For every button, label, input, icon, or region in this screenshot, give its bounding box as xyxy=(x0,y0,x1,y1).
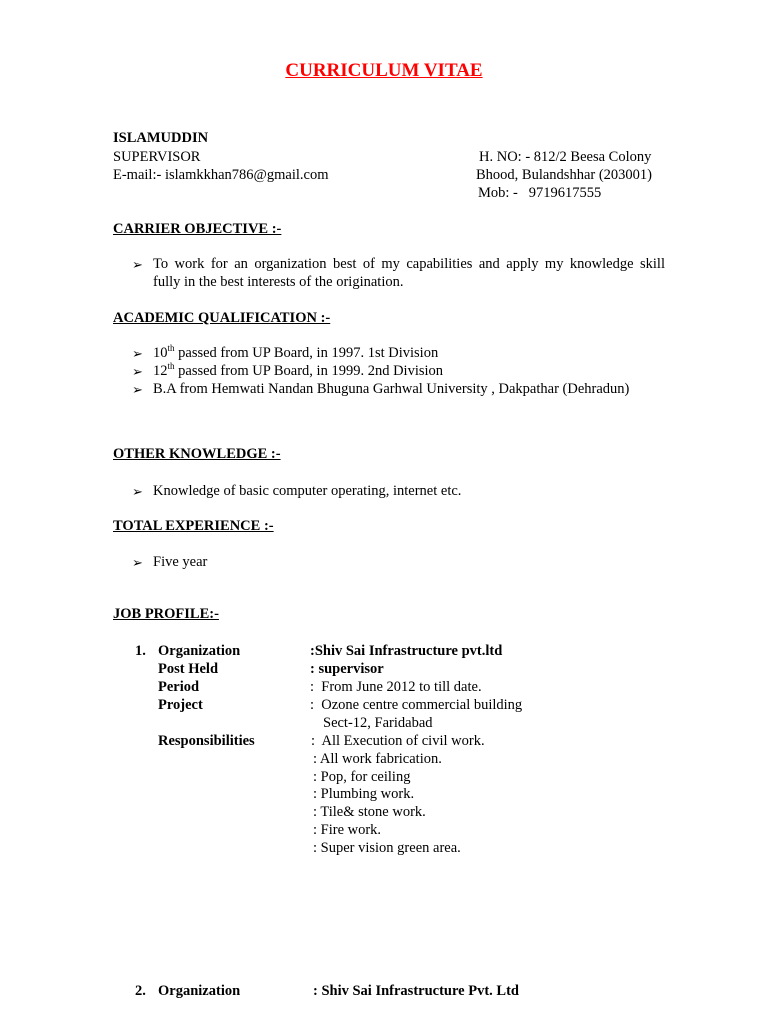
address-line-1: H. NO: - 812/2 Beesa Colony xyxy=(479,149,652,165)
experience-heading: TOTAL EXPERIENCE :- xyxy=(113,518,274,534)
job-project-location: Sect-12, Faridabad xyxy=(323,715,433,731)
email: E-mail:- islamkkhan786@gmail.com xyxy=(113,167,329,183)
bullet-arrow-icon: ➢ xyxy=(132,364,143,379)
job-label-project: Project xyxy=(158,697,203,713)
responsibility-item: : Fire work. xyxy=(313,822,382,838)
job-number: 2. xyxy=(135,983,146,999)
knowledge-item: Knowledge of basic computer operating, internet etc. xyxy=(153,483,462,499)
knowledge-heading: OTHER KNOWLEDGE :- xyxy=(113,446,281,462)
page-title: CURRICULUM VITAE xyxy=(285,60,483,81)
bullet-arrow-icon: ➢ xyxy=(132,346,143,361)
responsibility-item: : Pop, for ceiling xyxy=(313,769,411,785)
academic-item: 12th passed from UP Board, in 1999. 2nd Division xyxy=(153,361,444,379)
job-label-period: Period xyxy=(158,679,200,695)
job-organization: :Shiv Sai Infrastructure pvt.ltd xyxy=(310,643,503,659)
job-label-responsibilities: Responsibilities xyxy=(158,733,255,749)
bullet-arrow-icon: ➢ xyxy=(132,382,143,397)
objective-text-line-1: To work for an organization best of my capabilities and apply my knowledge skill xyxy=(153,256,665,272)
mobile-number: Mob: - 9719617555 xyxy=(478,185,602,201)
job-number: 1. xyxy=(135,643,146,659)
responsibility-item: : All work fabrication. xyxy=(313,751,442,767)
objective-heading: CARRIER OBJECTIVE :- xyxy=(113,221,282,237)
job-label-organization: Organization xyxy=(158,983,241,999)
responsibility-item: : All Execution of civil work. xyxy=(311,733,485,749)
bullet-arrow-icon: ➢ xyxy=(132,555,143,570)
job-profile-heading: JOB PROFILE:- xyxy=(113,606,219,622)
job-post: : supervisor xyxy=(310,661,384,677)
bullet-arrow-icon: ➢ xyxy=(132,484,143,499)
bullet-arrow-icon: ➢ xyxy=(132,257,143,272)
academic-heading: ACADEMIC QUALIFICATION :- xyxy=(113,310,331,326)
address-line-2: Bhood, Bulandshhar (203001) xyxy=(476,167,652,183)
job-project: : Ozone centre commercial building xyxy=(310,697,523,713)
designation: SUPERVISOR xyxy=(113,149,201,165)
responsibility-item: : Plumbing work. xyxy=(313,786,415,802)
job-period: : From June 2012 to till date. xyxy=(310,679,482,695)
job-label-post: Post Held xyxy=(158,661,219,677)
experience-item: Five year xyxy=(153,554,208,570)
responsibility-item: : Super vision green area. xyxy=(313,840,461,856)
job-label-organization: Organization xyxy=(158,643,241,659)
responsibility-item: : Tile& stone work. xyxy=(313,804,426,820)
candidate-name: ISLAMUDDIN xyxy=(113,130,209,146)
job-organization: : Shiv Sai Infrastructure Pvt. Ltd xyxy=(313,983,519,999)
academic-item: B.A from Hemwati Nandan Bhuguna Garhwal University , Dakpathar (Dehradun) xyxy=(153,381,630,397)
academic-item: 10th passed from UP Board, in 1997. 1st Division xyxy=(153,343,439,361)
objective-text-line-2: fully in the best interests of the origination. xyxy=(153,274,404,290)
